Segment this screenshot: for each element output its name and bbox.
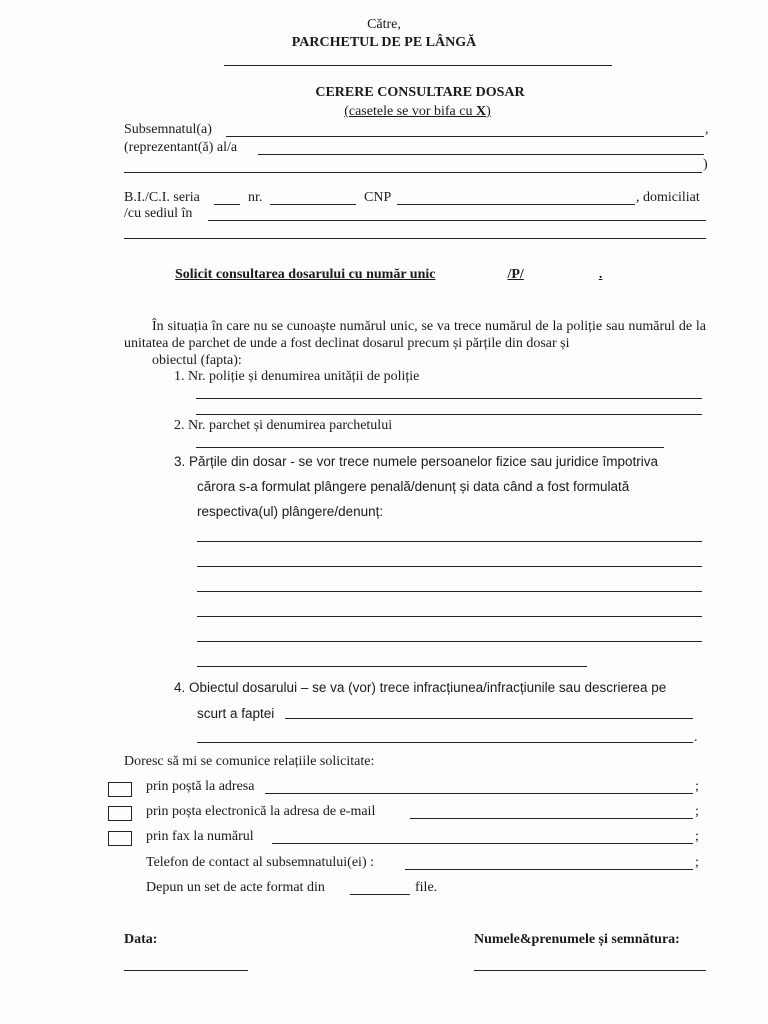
post-address-field[interactable] bbox=[265, 793, 693, 794]
institution-fill-line[interactable] bbox=[224, 65, 612, 66]
signature-label: Numele&prenumele și semnătura: bbox=[474, 932, 680, 947]
date-label: Data: bbox=[124, 932, 158, 947]
item-3-field-6[interactable] bbox=[197, 666, 587, 667]
item-4-line-1: 4. Obiectul dosarului – se va (vor) trece infracțiunea/infracțiunile sau descrierea pe bbox=[174, 680, 667, 695]
undersigned-end: , bbox=[705, 122, 709, 137]
seat-field-2[interactable] bbox=[124, 238, 706, 239]
representative-label: (reprezentant(ă) al/a bbox=[124, 140, 238, 155]
seat-label: /cu sediul în bbox=[124, 206, 193, 221]
docs-label: Depun un set de acte format din bbox=[146, 880, 325, 895]
phone-field[interactable] bbox=[405, 869, 693, 870]
fax-option-label: prin fax la numărul bbox=[146, 829, 254, 844]
cnp-label: CNP bbox=[364, 190, 392, 205]
representative-field[interactable] bbox=[258, 154, 704, 155]
id-nr-label: nr. bbox=[248, 190, 263, 205]
item-4-field-2[interactable] bbox=[197, 742, 693, 743]
item-2-field[interactable] bbox=[196, 447, 664, 448]
item-3-line-3: respectiva(ul) plângere/denunț: bbox=[197, 504, 384, 519]
email-address-field[interactable] bbox=[410, 818, 693, 819]
request-label: Solicit consultarea dosarului cu număr unic /P/ . bbox=[175, 267, 603, 282]
item-3-field-3[interactable] bbox=[197, 591, 702, 592]
id-nr-field[interactable] bbox=[270, 204, 356, 205]
id-series-label: B.I./C.I. seria bbox=[124, 190, 200, 205]
post-semicolon: ; bbox=[695, 779, 699, 794]
item-1-label: 1. Nr. poliție și denumirea unității de poliție bbox=[174, 369, 420, 384]
seat-field[interactable] bbox=[208, 220, 706, 221]
item-3-field-2[interactable] bbox=[197, 566, 702, 567]
addressee-label: Către, bbox=[367, 17, 401, 32]
item-4-end: . bbox=[694, 730, 698, 745]
docs-count-field[interactable] bbox=[350, 894, 410, 895]
item-3-field-4[interactable] bbox=[197, 616, 702, 617]
undersigned-label: Subsemnatul(a) bbox=[124, 122, 212, 137]
item-4-line-2: scurt a faptei bbox=[197, 706, 275, 721]
post-checkbox[interactable] bbox=[108, 782, 132, 797]
item-3-field-1[interactable] bbox=[197, 541, 702, 542]
item-3-line-2: cărora s-a formulat plângere penală/denunț și data când a fost formulată bbox=[197, 479, 630, 494]
undersigned-field[interactable] bbox=[226, 136, 704, 137]
representative-close: ) bbox=[703, 157, 708, 172]
form-title: CERERE CONSULTARE DOSAR bbox=[315, 85, 525, 100]
phone-semicolon: ; bbox=[695, 855, 699, 870]
representative-field-2[interactable] bbox=[124, 172, 702, 173]
communication-label: Doresc să mi se comunice relațiile solicitate: bbox=[124, 754, 375, 769]
domicile-label: , domiciliat bbox=[636, 190, 700, 205]
signature-field[interactable] bbox=[474, 970, 706, 971]
item-4-field-1[interactable] bbox=[285, 718, 693, 719]
email-checkbox[interactable] bbox=[108, 806, 132, 821]
id-series-field[interactable] bbox=[214, 204, 240, 205]
item-1-field-2[interactable] bbox=[196, 414, 702, 415]
fax-number-field[interactable] bbox=[272, 843, 693, 844]
post-option-label: prin poștă la adresa bbox=[146, 779, 255, 794]
fax-semicolon: ; bbox=[695, 829, 699, 844]
phone-label: Telefon de contact al subsemnatului(ei) : bbox=[146, 855, 374, 870]
intro-paragraph: În situația în care nu se cunoaște numărul unic, se va trece numărul de la poliție sau numărul de la unitatea de parchet de unde a fost declinat dosarul precum și părțile din dosar și obiectul (fapta): bbox=[124, 319, 706, 368]
date-field[interactable] bbox=[124, 970, 248, 971]
docs-unit: file. bbox=[415, 880, 438, 895]
item-3-line-1: 3. Părțile din dosar - se vor trece numele persoanelor fizice sau juridice împotriva bbox=[174, 454, 658, 469]
form-subtitle: (casetele se vor bifa cu X) bbox=[344, 104, 491, 119]
email-semicolon: ; bbox=[695, 804, 699, 819]
item-2-label: 2. Nr. parchet și denumirea parchetului bbox=[174, 418, 393, 433]
item-1-field-1[interactable] bbox=[196, 398, 702, 399]
email-option-label: prin poșta electronică la adresa de e-mail bbox=[146, 804, 376, 819]
item-3-field-5[interactable] bbox=[197, 641, 702, 642]
fax-checkbox[interactable] bbox=[108, 831, 132, 846]
cnp-field[interactable] bbox=[397, 204, 635, 205]
institution-title: PARCHETUL DE PE LÂNGĂ bbox=[291, 35, 477, 50]
